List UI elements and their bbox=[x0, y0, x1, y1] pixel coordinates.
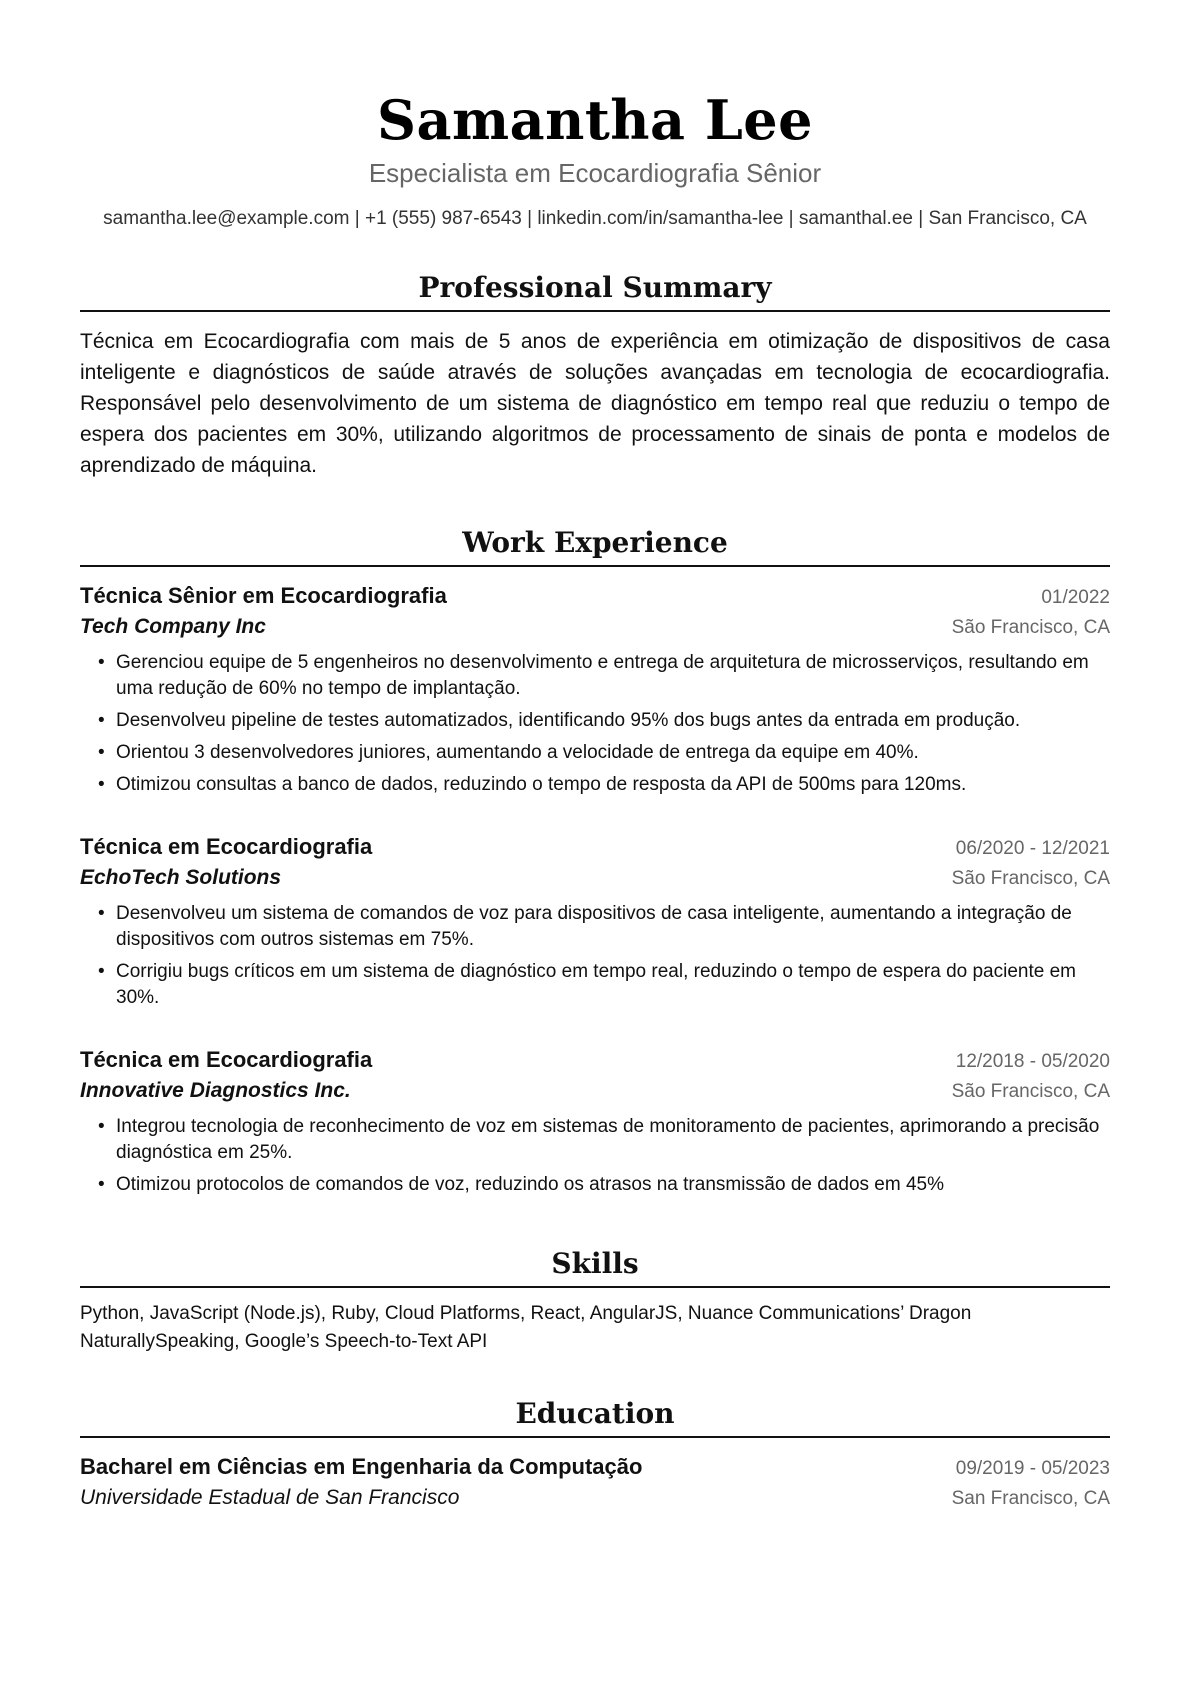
summary-text: Técnica em Ecocardiografia com mais de 5 anos de experiência em otimização de dispositivos de casa inteligente e diagnósticos de saúde através de soluções avançadas em tecnologia de ecocardiografia. Responsável pelo desenvolvimento de um sistema de diagnóstico em tempo real que reduziu o tempo de espera dos pacientes em 30%, utilizando algoritmos de processamento de sinais de ponta e modelos de aprendizado de máquina. bbox=[80, 330, 1110, 477]
job-bullets bbox=[80, 901, 1110, 1011]
bullet-item: • Integrou tecnologia de reconhecimento de voz em sistemas de monitoramento de pacientes, aprimorando a precisão diagnóstica em 25%. bbox=[98, 1114, 1110, 1166]
resume-header bbox=[80, 0, 1110, 232]
job-entry bbox=[80, 1045, 1110, 1198]
education-school: Universidade Estadual de San Francisco bbox=[80, 1486, 460, 1509]
job-location: São Francisco, CA bbox=[951, 617, 1110, 638]
bullet-item: • Corrigiu bugs críticos em um sistema de diagnóstico em tempo real, reduzindo o tempo de espera do paciente em 30%. bbox=[98, 959, 1110, 1011]
education-degree: Bacharel em Ciências em Engenharia da Computação bbox=[80, 1454, 643, 1479]
job-bullets bbox=[80, 1114, 1110, 1198]
job-entry bbox=[80, 581, 1110, 798]
job-company: EchoTech Solutions bbox=[80, 866, 282, 889]
skills-text: Python, JavaScript (Node.js), Ruby, Cloud Platforms, React, AngularJS, Nuance Communications’ Dragon NaturallySpeaking, Google’s Speech-to-Text API bbox=[80, 1303, 972, 1352]
job-title: Técnica em Ecocardiografia bbox=[80, 1047, 373, 1072]
job-title: Técnica em Ecocardiografia bbox=[80, 834, 373, 859]
summary-heading: Professional Summary bbox=[80, 270, 1110, 312]
job-title: Técnica Sênior em Ecocardiografia bbox=[80, 583, 447, 608]
skills-heading: Skills bbox=[80, 1246, 1110, 1288]
job-company: Tech Company Inc bbox=[80, 615, 266, 638]
contact-line: samantha.lee@example.com | +1 (555) 987-6543 | linkedin.com/in/samantha-lee | samanthal.ee | San Francisco, CA bbox=[103, 208, 1087, 229]
candidate-title: Especialista em Ecocardiografia Sênior bbox=[368, 158, 822, 188]
bullet-item: • Desenvolveu pipeline de testes automatizados, identificando 95% dos bugs antes da entrada em produção. bbox=[98, 708, 1110, 734]
bullet-item: • Otimizou consultas a banco de dados, reduzindo o tempo de resposta da API de 500ms para 120ms. bbox=[98, 772, 1110, 798]
education-entry bbox=[80, 1452, 1110, 1513]
job-location: São Francisco, CA bbox=[951, 868, 1110, 889]
education-location: San Francisco, CA bbox=[951, 1488, 1110, 1509]
education-section bbox=[80, 1396, 1110, 1513]
skills-section bbox=[80, 1246, 1110, 1356]
job-date: 12/2018 - 05/2020 bbox=[955, 1051, 1110, 1072]
job-bullets bbox=[80, 650, 1110, 798]
job-location: São Francisco, CA bbox=[951, 1081, 1110, 1102]
bullet-item: • Otimizou protocolos de comandos de voz, reduzindo os atrasos na transmissão de dados em 45% bbox=[98, 1172, 1110, 1198]
job-date: 06/2020 - 12/2021 bbox=[955, 838, 1110, 859]
summary-section bbox=[80, 270, 1110, 481]
bullet-item: • Orientou 3 desenvolvedores juniores, aumentando a velocidade de entrega da equipe em 40%. bbox=[98, 740, 1110, 766]
bullet-item: • Gerenciou equipe de 5 engenheiros no desenvolvimento e entrega de arquitetura de microsserviços, resultando em uma redução de 60% no tempo de implantação. bbox=[98, 650, 1110, 702]
education-date: 09/2019 - 05/2023 bbox=[955, 1458, 1110, 1479]
bullet-item: • Desenvolveu um sistema de comandos de voz para dispositivos de casa inteligente, aumentando a integração de dispositivos com outros sistemas em 75%. bbox=[98, 901, 1110, 953]
job-company: Innovative Diagnostics Inc. bbox=[80, 1079, 351, 1102]
job-entry bbox=[80, 832, 1110, 1011]
experience-section bbox=[80, 525, 1110, 1198]
education-heading: Education bbox=[80, 1396, 1110, 1438]
job-date: 01/2022 bbox=[1041, 587, 1110, 608]
experience-heading: Work Experience bbox=[80, 525, 1110, 567]
candidate-name: Samantha Lee bbox=[376, 88, 814, 152]
